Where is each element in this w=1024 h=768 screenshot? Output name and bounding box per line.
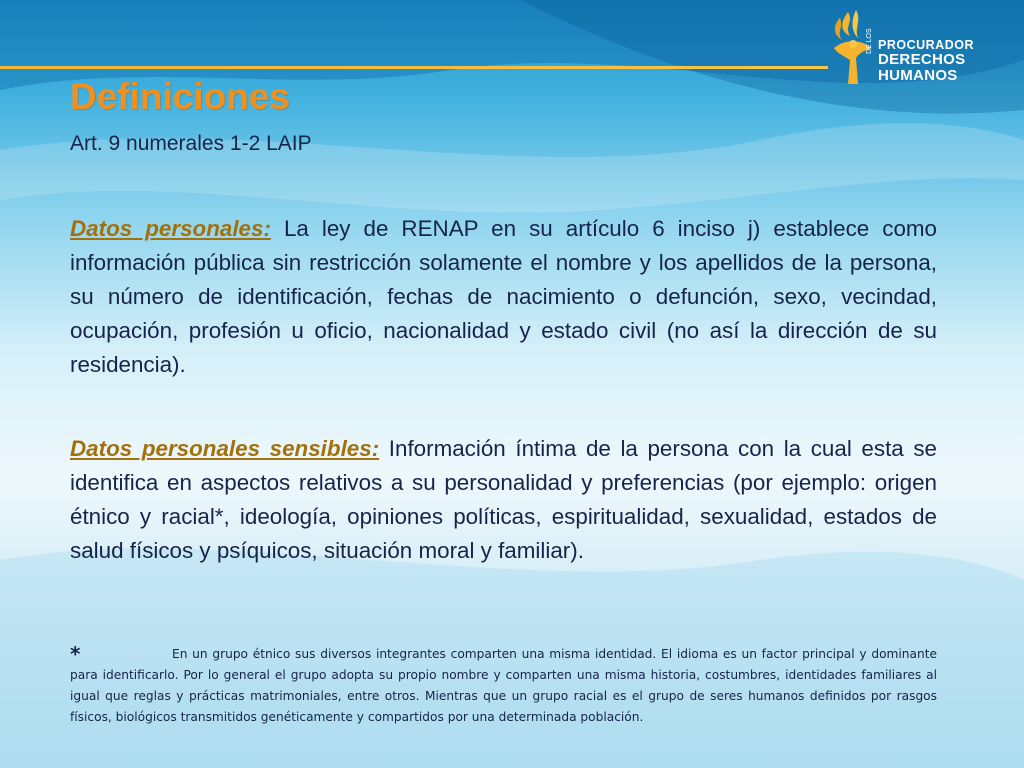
logo-line-1: PROCURADOR (878, 38, 974, 52)
paragraph-datos-sensibles (70, 432, 937, 568)
definition-datos-personales: La ley de RENAP en su artículo 6 inciso j) establece como información pública sin restricción solamente el nombre y los apellidos de la persona, su número de identificación, fechas de nacimiento o defunción, sexo, vecindad, ocupación, profesión u oficio, nacionalidad y estado civil (no así la dirección de su residencia). (70, 216, 937, 377)
logo-line-3: HUMANOS (878, 67, 958, 84)
footnote-text: En un grupo étnico sus diversos integrantes comparten una misma identidad. El idioma es un factor principal y dominante para identificarlo. Por lo general el grupo adopta su propio nombre y comparten una misma historia, costumbres, identidades familiares al igual que reglas y prácticas matrimoniales, entre otros. Mientras que un grupo racial es el grupo de seres humanos definidos por rasgos físicos, biológicos transmitidos genéticamente y compartidos por una determinada población. (70, 647, 937, 724)
logo-small-text: DE LOS (866, 28, 873, 54)
slide-subtitle: Art. 9 numerales 1-2 LAIP (70, 132, 312, 155)
paragraph-datos-personales (70, 212, 937, 382)
top-rule (0, 66, 828, 69)
term-datos-sensibles: Datos personales sensibles: (70, 436, 380, 461)
slide-title: Definiciones (70, 76, 290, 117)
definition-datos-sensibles: Información íntima de la persona con la cual esta se identifica en aspectos relativos a su personalidad y preferencias (por ejemplo: origen étnico y racial*, ideología, opiniones políticas, espiritualidad, sexualidad, estados de salud físicos y psíquicos, situación moral y familiar). (70, 436, 937, 563)
footnote-marker: * (70, 642, 81, 666)
logo-text (878, 38, 974, 84)
footnote (70, 644, 937, 728)
logo (826, 8, 1016, 94)
logo-line-2: DERECHOS (878, 51, 966, 68)
term-datos-personales: Datos personales: (70, 216, 271, 241)
